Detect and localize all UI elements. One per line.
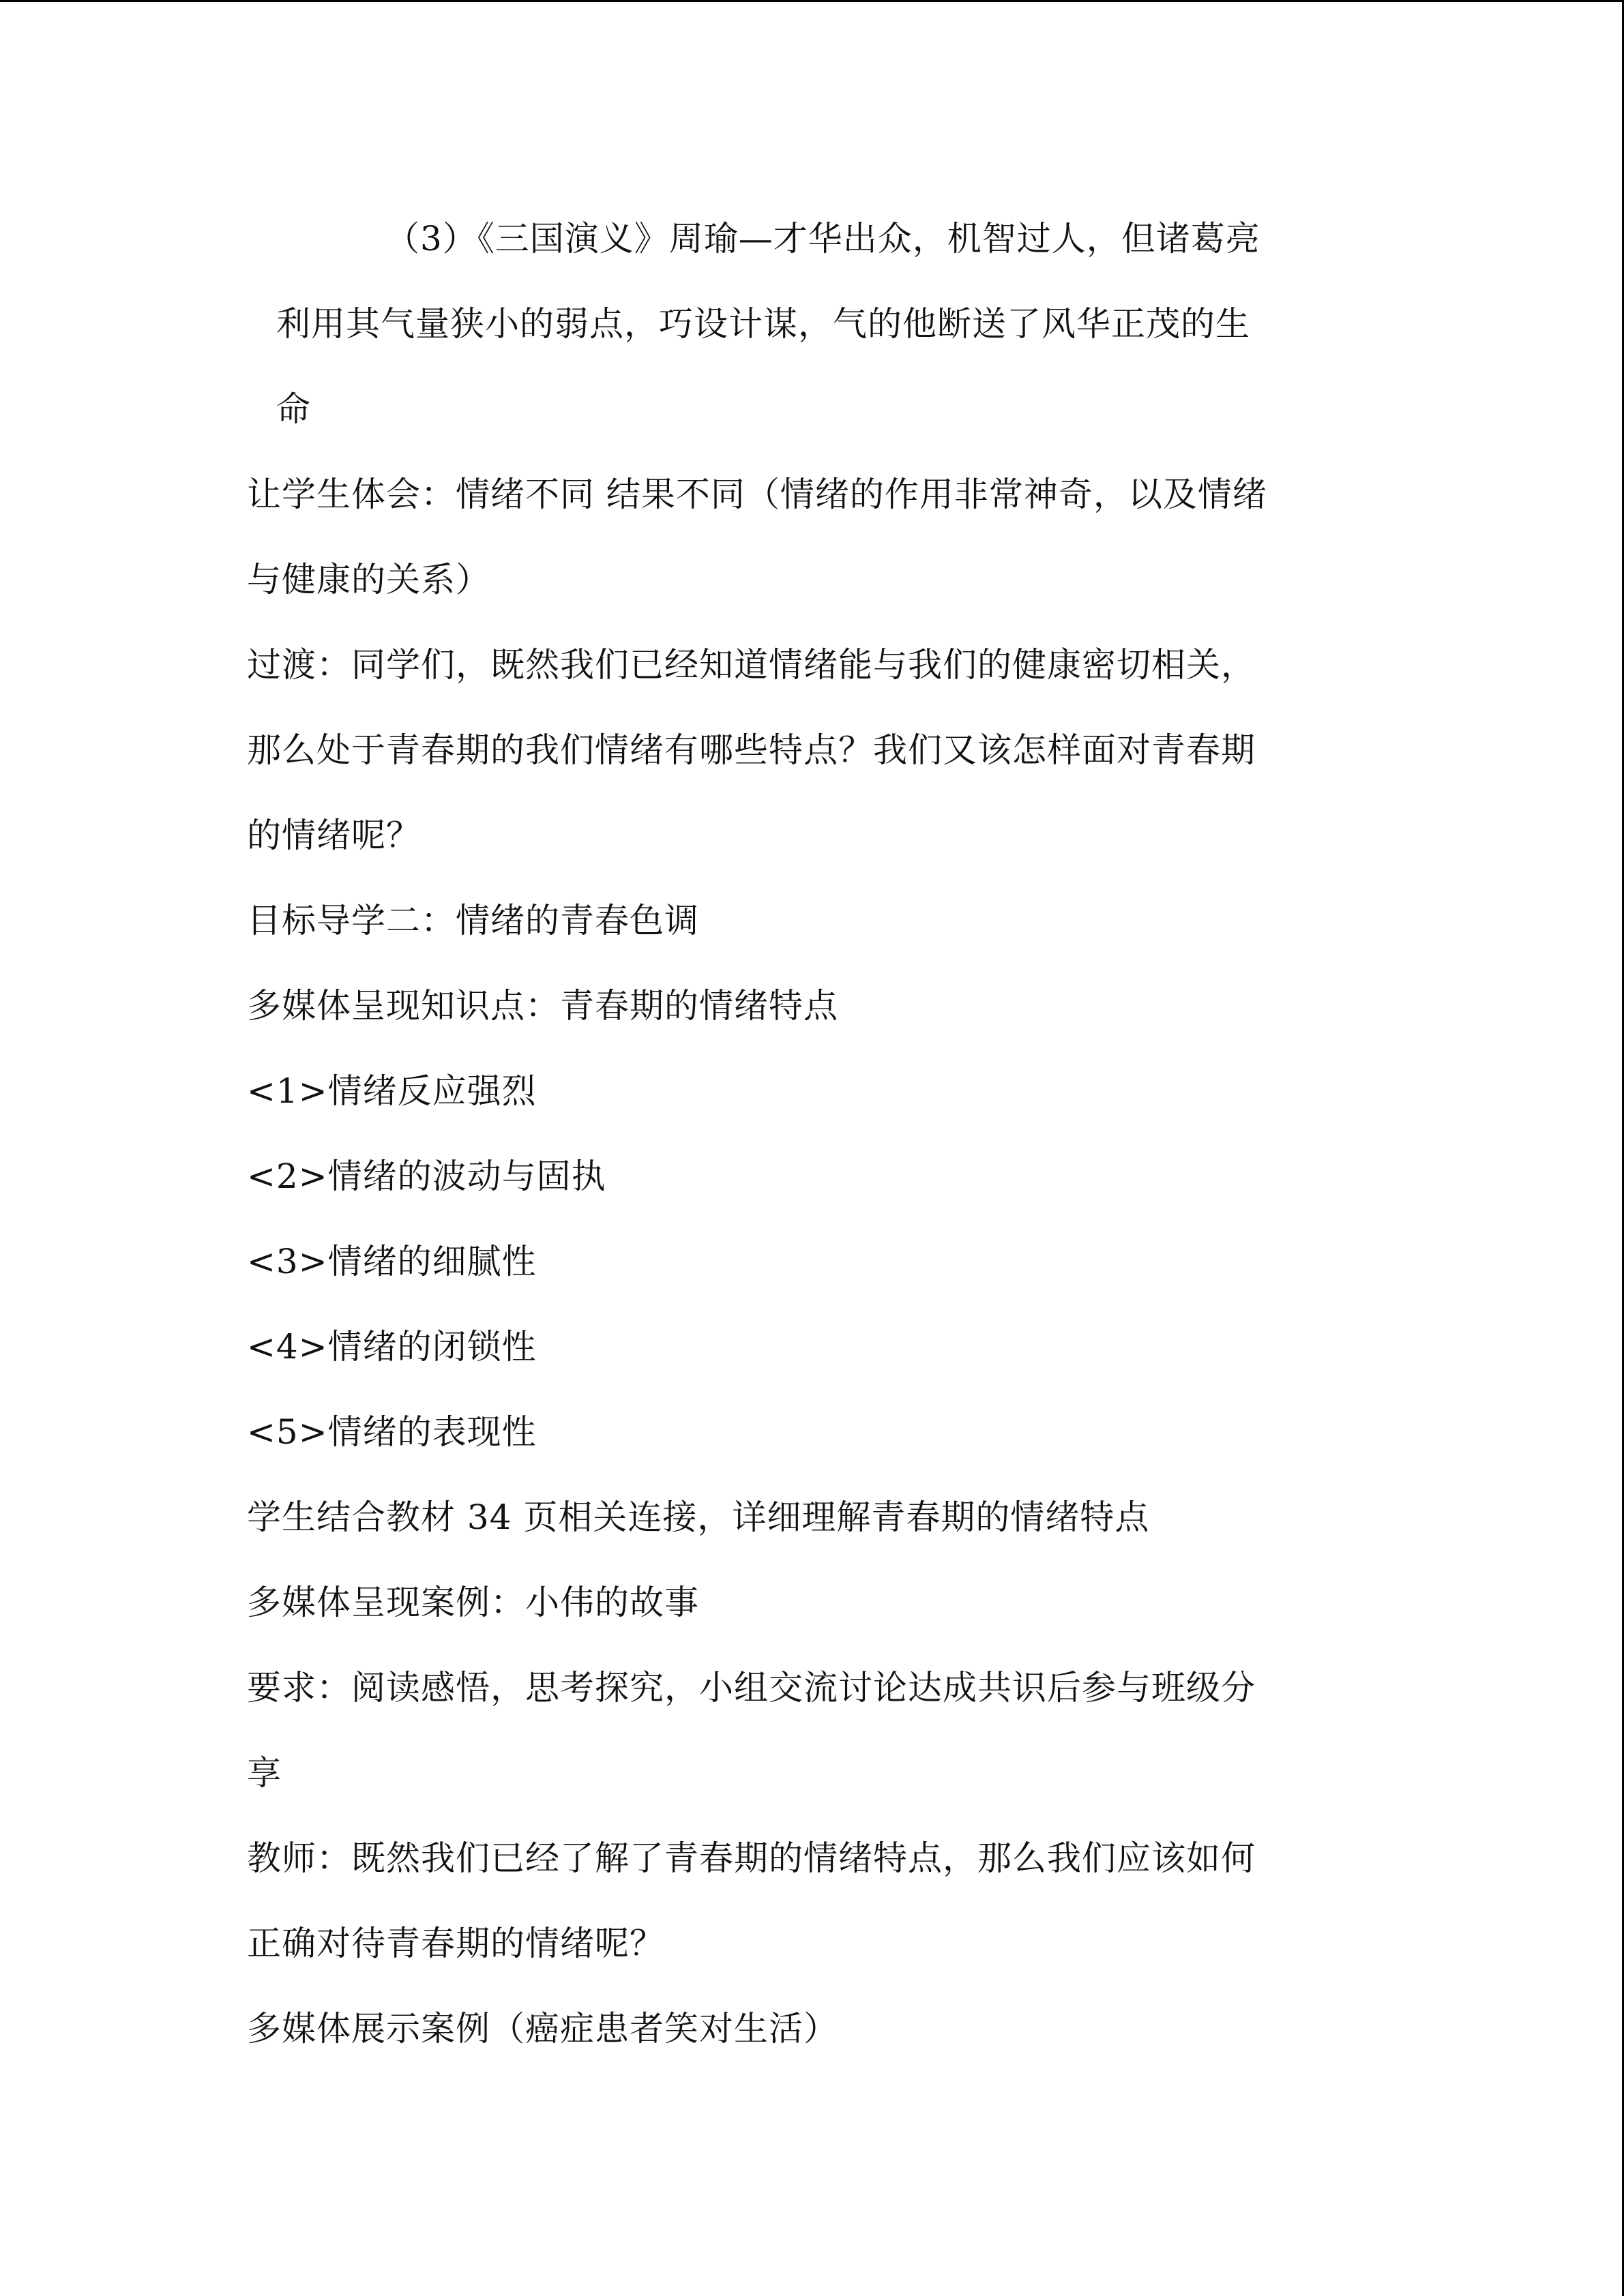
text-line: 利用其气量狭小的弱点，巧设计谋，气的他断送了风华正茂的生 <box>276 304 1250 344</box>
text-line: 要求：阅读感悟，思考探究，小组交流讨论达成共识后参与班级分 <box>247 1668 1256 1708</box>
text-line: 过渡：同学们，既然我们已经知道情绪能与我们的健康密切相关， <box>247 645 1256 685</box>
list-item: <1>情绪反应强烈 <box>247 1071 537 1111</box>
section-heading: 目标导学二：情绪的青春色调 <box>247 901 699 940</box>
text-line: 命 <box>276 389 311 429</box>
text-line: （3）《三国演义》周瑜—才华出众，机智过人，但诸葛亮 <box>385 219 1260 258</box>
text-line: 教师：既然我们已经了解了青春期的情绪特点，那么我们应该如何 <box>247 1838 1256 1878</box>
text-line: 与健康的关系） <box>247 560 490 599</box>
text-line: 学生结合教材 34 页相关连接，详细理解青春期的情绪特点 <box>247 1497 1150 1537</box>
text-line: 多媒体呈现知识点：青春期的情绪特点 <box>247 986 838 1026</box>
text-line: 享 <box>247 1753 282 1793</box>
text-line: 的情绪呢？ <box>247 816 421 855</box>
page-top-border <box>0 0 1624 2</box>
list-item: <5>情绪的表现性 <box>247 1412 537 1452</box>
list-item: <2>情绪的波动与固执 <box>247 1157 606 1196</box>
list-item: <4>情绪的闭锁性 <box>247 1327 537 1367</box>
text-line: 让学生体会：情绪不同 结果不同（情绪的作用非常神奇，以及情绪 <box>247 475 1267 514</box>
text-line: 那么处于青春期的我们情绪有哪些特点？我们又该怎样面对青春期 <box>247 730 1256 770</box>
text-line: 多媒体展示案例（癌症患者笑对生活） <box>247 2009 838 2048</box>
text-line: 多媒体呈现案例：小伟的故事 <box>247 1583 699 1622</box>
list-item: <3>情绪的细腻性 <box>247 1242 537 1281</box>
text-line: 正确对待青春期的情绪呢？ <box>247 1924 664 1963</box>
